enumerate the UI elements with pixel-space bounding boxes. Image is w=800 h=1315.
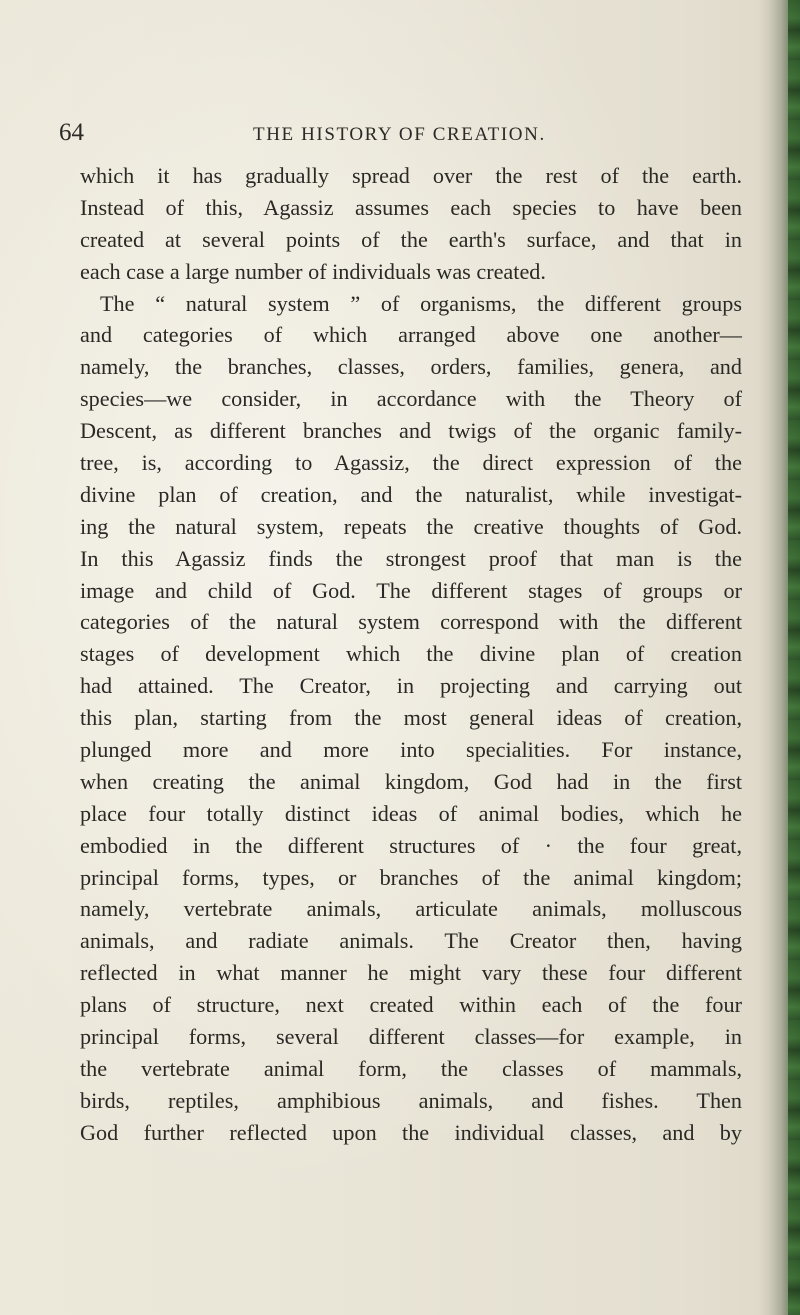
text-line: Instead of this, Agassiz assumes each species to have been: [80, 194, 742, 220]
text-line: place four totally distinct ideas of animal bodies, which he: [80, 800, 742, 826]
text-line: and categories of which arranged above one another—: [80, 322, 742, 348]
text-line: when creating the animal kingdom, God had in the first: [80, 768, 742, 794]
text-line: reflected in what manner he might vary these four different: [80, 960, 742, 986]
text-line: plunged more and more into specialities. For instance,: [80, 737, 742, 763]
text-line: this plan, starting from the most general ideas of creation,: [80, 705, 742, 731]
text-line: birds, reptiles, amphibious animals, and fishes. Then: [80, 1087, 742, 1113]
page-header: [59, 116, 709, 156]
text-line: The “ natural system ” of organisms, the different groups: [100, 290, 742, 316]
text-line: principal forms, several different classes—for example, in: [80, 1024, 742, 1050]
text-line: stages of development which the divine plan of creation: [80, 641, 742, 667]
text-line: namely, vertebrate animals, articulate animals, molluscous: [80, 896, 742, 922]
text-line: the vertebrate animal form, the classes of mammals,: [80, 1055, 742, 1081]
text-line: namely, the branches, classes, orders, families, genera, and: [80, 354, 742, 380]
text-line: tree, is, according to Agassiz, the direct expression of the: [80, 450, 742, 476]
running-head: THE HISTORY OF CREATION.: [253, 124, 546, 145]
text-line: categories of the natural system correspond with the different: [80, 609, 742, 635]
text-line: created at several points of the earth's surface, and that in: [80, 226, 742, 252]
page-number: 64: [59, 119, 84, 146]
text-line: principal forms, types, or branches of the animal kingdom;: [80, 864, 742, 890]
text-line: ing the natural system, repeats the creative thoughts of God.: [80, 513, 742, 539]
text-line: species—we consider, in accordance with the Theory of: [80, 386, 742, 412]
text-line: In this Agassiz finds the strongest proof that man is the: [80, 545, 742, 571]
text-line: divine plan of creation, and the naturalist, while investigat-: [80, 481, 742, 507]
text-line: image and child of God. The different stages of groups or: [80, 577, 742, 603]
text-line: embodied in the different structures of · the four great,: [80, 832, 742, 858]
text-line: animals, and radiate animals. The Creator then, having: [80, 928, 742, 954]
text-line: God further reflected upon the individual classes, and by: [80, 1119, 742, 1145]
text-line: Descent, as different branches and twigs of the organic family-: [80, 418, 742, 444]
text-line: each case a large number of individuals was created.: [80, 258, 546, 284]
text-line: which it has gradually spread over the rest of the earth.: [80, 163, 742, 188]
text-line: plans of structure, next created within each of the four: [80, 992, 742, 1018]
text-line: had attained. The Creator, in projecting and carrying out: [80, 673, 742, 699]
book-binding-edge: [788, 0, 800, 1315]
body-text: [80, 160, 742, 1149]
